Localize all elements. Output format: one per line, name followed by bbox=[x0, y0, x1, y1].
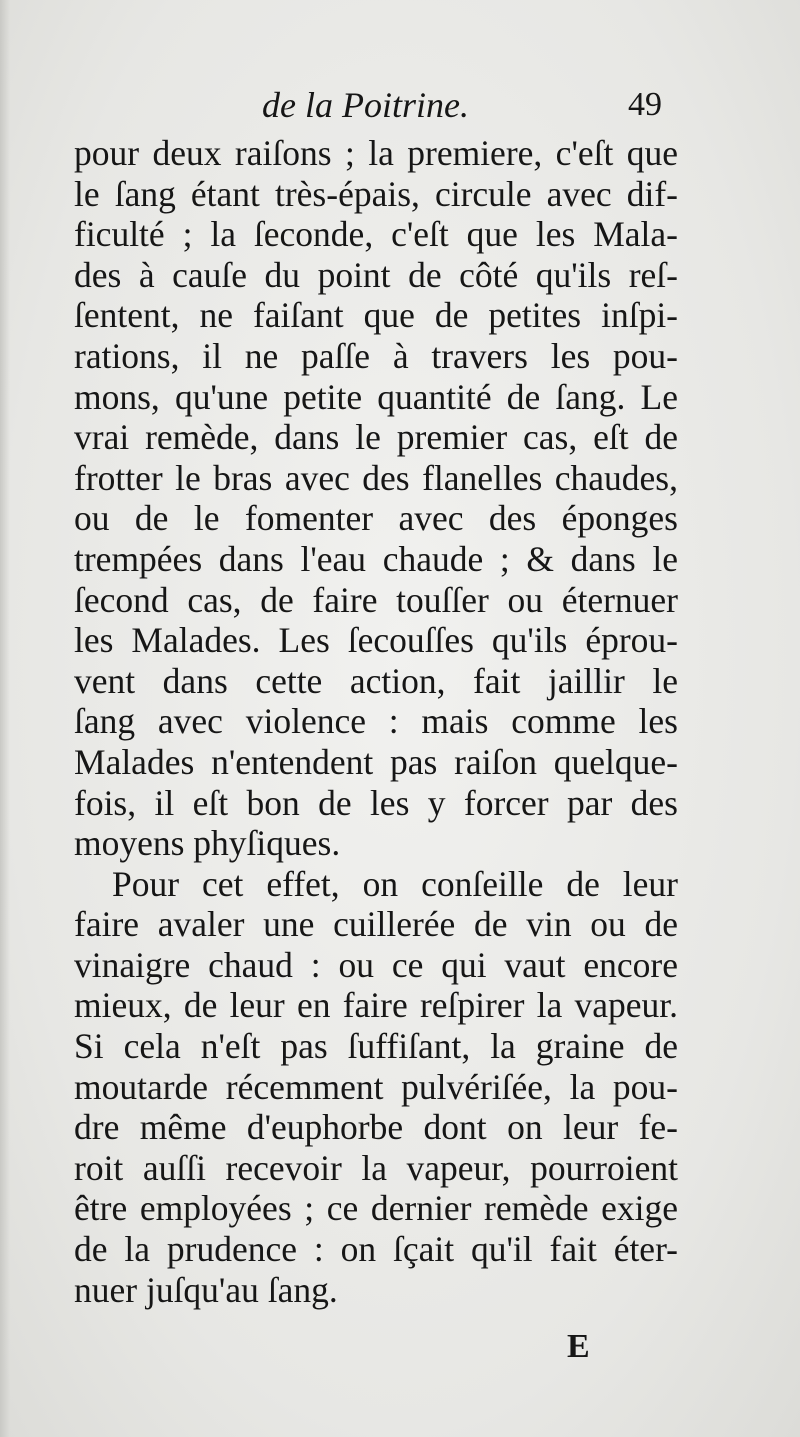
text-line: mieux, de leur en faire reſpirer la vapeur. bbox=[74, 985, 678, 1026]
text-line: vinaigre chaud : ou ce qui vaut encore bbox=[74, 944, 678, 985]
text-line: le ſang étant très-épais, circule avec dif- bbox=[74, 173, 678, 214]
text-line: des à cauſe du point de côté qu'ils reſ- bbox=[74, 254, 678, 295]
text-line: ſecond cas, de faire touſſer ou éternuer bbox=[74, 579, 678, 620]
running-title: de la Poitrine. bbox=[262, 85, 469, 125]
text-line: ou de le fomenter avec des éponges bbox=[74, 498, 678, 539]
text-line: trempées dans l'eau chaude ; & dans le bbox=[74, 538, 678, 579]
body-text bbox=[74, 133, 678, 1310]
text-line: les Malades. Les ſecouſſes qu'ils éprou- bbox=[74, 620, 678, 661]
text-line: vent dans cette action, fait jaillir le bbox=[74, 660, 678, 701]
text-line: Malades n'entendent pas raiſon quelque- bbox=[74, 741, 678, 782]
text-line: fois, il eſt bon de les y forcer par des bbox=[74, 782, 678, 823]
text-line: mons, qu'une petite quantité de ſang. Le bbox=[74, 376, 678, 417]
text-line: ficulté ; la ſeconde, c'eſt que les Mala- bbox=[74, 214, 678, 255]
text-line: ſang avec violence : mais comme les bbox=[74, 701, 678, 742]
text-line: Si cela n'eſt pas ſuffiſant, la graine de bbox=[74, 1026, 678, 1067]
text-line: de la prudence : on ſçait qu'il fait éter- bbox=[74, 1229, 678, 1270]
page-number: 49 bbox=[628, 86, 662, 123]
text-line: moutarde récemment pulvériſée, la pou- bbox=[74, 1066, 678, 1107]
page-header bbox=[0, 82, 800, 132]
text-line: dre même d'euphorbe dont on leur fe- bbox=[74, 1107, 678, 1148]
text-line: faire avaler une cuillerée de vin ou de bbox=[74, 904, 678, 945]
text-line: Pour cet effet, on conſeille de leur bbox=[112, 863, 678, 904]
text-line: moyens phyſiques. bbox=[74, 823, 341, 864]
page-spine-shadow bbox=[0, 0, 10, 1437]
text-line: nuer juſqu'au ſang. bbox=[74, 1269, 338, 1310]
text-line: pour deux raiſons ; la premiere, c'eſt que bbox=[74, 133, 678, 173]
text-line: être employées ; ce dernier remède exige bbox=[74, 1188, 678, 1229]
signature-mark: E bbox=[567, 1328, 590, 1365]
text-line: vrai remède, dans le premier cas, eſt de bbox=[74, 417, 678, 458]
text-line: roit auſſi recevoir la vapeur, pourroient bbox=[74, 1147, 678, 1188]
text-line: rations, il ne paſſe à travers les pou- bbox=[74, 335, 678, 376]
text-line: ſentent, ne faiſant que de petites inſpi- bbox=[74, 295, 678, 336]
text-line: frotter le bras avec des flanelles chaudes, bbox=[74, 457, 678, 498]
